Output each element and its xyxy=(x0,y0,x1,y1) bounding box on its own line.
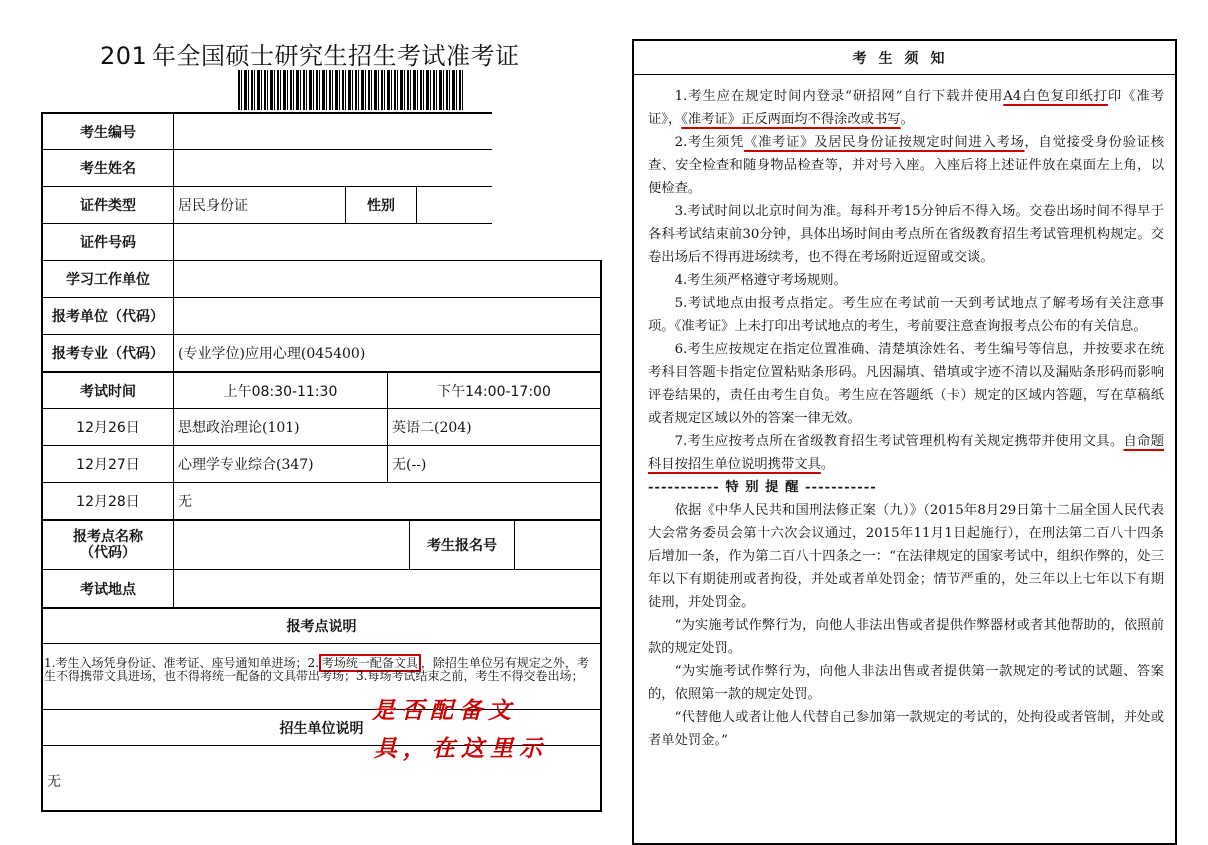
label-id-no: 证件号码 xyxy=(80,235,136,251)
special-1: 依据《中华人民共和国刑法修正案（九）》（2015年8月29日第十二届全国人民代表大会常务委员会第十六次会议通过，2015年11月1日起施行），在刑法第二百八十四条后增加一条，作为第二百八十四条之一：“在法律规定的国家考试中，组织作弊的，处三年以下有期徒刑或者拘役，并处或者单处罚金；情节严重的，处三年以上七年以下有期徒刑，并处罚金。 xyxy=(648,503,1164,610)
pm-time: 下午14:00-17:00 xyxy=(437,383,551,400)
day-2-date: 12月27日 xyxy=(76,457,140,473)
label-id-type: 证件类型 xyxy=(80,198,136,214)
am-time: 上午08:30-11:30 xyxy=(223,383,338,400)
label-apply-unit: 报考单位（代码） xyxy=(52,309,164,325)
site-notes-title: 报考点说明 xyxy=(286,619,357,635)
special-2: “为实施考试作弊行为，向他人非法出售或者提供作弊器材或者其他帮助的，依照前款的规定处罚。 xyxy=(648,618,1164,656)
day-1-date: 12月26日 xyxy=(76,420,140,436)
red-annotation: 是否配备文 具，在这里示 xyxy=(372,697,548,762)
rule-5: 5.考试地点由报考点指定。考生应在考试前一天到考试地点了解考场有关注意事项。《准考证》上未打印出考试地点的考生，考前要注意查询报考点公布的有关信息。 xyxy=(648,296,1164,334)
ticket-title xyxy=(100,36,520,71)
special-3: “为实施考试作弊行为，向他人非法出售或者提供第一款规定的考试的试题、答案的，依照第一款的规定处罚。 xyxy=(648,664,1164,702)
day-1-pm: 英语二(204) xyxy=(392,420,472,436)
rule-7: 7.考生应按考点所在省级教育招生考试管理机构有关规定携带并使用文具。自命题科目按招生单位说明携带文具。 xyxy=(648,434,1165,472)
site-notes: 1.考生入场凭身份证、准考证、座号通知单进场；2. 考场统一配备文具 ，除招生单位另有规定之外，考生不得携带文具进场，也不得将统一配备的文具带出考场；3.每场考试结束之前，考生不得交卷出场； xyxy=(44,656,589,683)
label-apply-major: 报考专业（代码） xyxy=(52,346,164,362)
unit-notes-value: 无 xyxy=(47,774,61,790)
notice-panel xyxy=(632,39,1177,845)
id-type-value: 居民身份证 xyxy=(178,198,248,214)
stationery-highlight: 考场统一配备文具 xyxy=(319,654,421,672)
label-site-name: 报考点名称 （代码） xyxy=(73,529,143,561)
notice-rules xyxy=(648,85,1164,752)
major-value: (专业学位)应用心理(045400) xyxy=(178,346,366,362)
rule-3: 3.考试时间以北京时间为准。每科开考15分钟后不得入场。交卷出场时间不得早于各科考试结束前30分钟，具体出场时间由考点所在省级教育招生考试管理机构规定。交卷出场后不得再进场续考，也不得在考场附近逗留或交谈。 xyxy=(648,204,1164,265)
label-work-unit: 学习工作单位 xyxy=(66,272,150,288)
rule-2: 2.考生须凭《准考证》及居民身份证按规定时间进入考场，自觉接受身份验证核查、安全检查和随身物品检查等，并对号入座。入座后将上述证件放在桌面左上角，以便检查。 xyxy=(648,135,1165,196)
notice-title: 考生须知 xyxy=(634,41,1175,75)
special-reminder-title: ----------- 特 别 提 醒 ----------- xyxy=(648,480,877,495)
rule-1: 1.考生应在规定时间内登录“研招网”自行下载并使用A4白色复印纸打印《准考证》，《准考证》正反两面均不得涂改或书写。 xyxy=(648,89,1164,127)
day-3-date: 12月28日 xyxy=(76,494,140,510)
title-text: 年全国硕士研究生招生考试准考证 xyxy=(152,42,520,70)
label-reg-no: 考生报名号 xyxy=(427,538,497,554)
day-1-am: 思想政治理论(101) xyxy=(178,420,300,436)
rule-6: 6.考生应按规定在指定位置准确、清楚填涂姓名、考生编号等信息，并按要求在统考科目答题卡指定位置粘贴条形码。凡因漏填、错填或字迹不清以及漏贴条形码而影响评卷结果的，责任由考生自负。考生应在答题纸（卡）规定的区域内答题，写在草稿纸或者规定区域以外的答案一律无效。 xyxy=(648,342,1164,426)
label-gender: 性别 xyxy=(367,198,395,214)
label-exam-location: 考试地点 xyxy=(80,581,136,598)
label-exam-time: 考试时间 xyxy=(80,383,136,400)
unit-notes-title: 招生单位说明 xyxy=(279,720,364,737)
label-candidate-name: 考生姓名 xyxy=(80,161,136,177)
day-3-am: 无 xyxy=(178,494,192,510)
rule-4: 4.考生须严格遵守考场规则。 xyxy=(674,273,847,288)
label-candidate-no: 考生编号 xyxy=(80,124,136,141)
special-4: “代替他人或者让他人代替自己参加第一款规定的考试的，处拘役或者管制，并处或者单处罚金。” xyxy=(648,710,1164,748)
barcode xyxy=(238,70,463,110)
day-2-pm: 无(--) xyxy=(392,457,427,473)
title-year: 201 xyxy=(100,42,148,70)
day-2-am: 心理学专业综合(347) xyxy=(178,457,314,473)
